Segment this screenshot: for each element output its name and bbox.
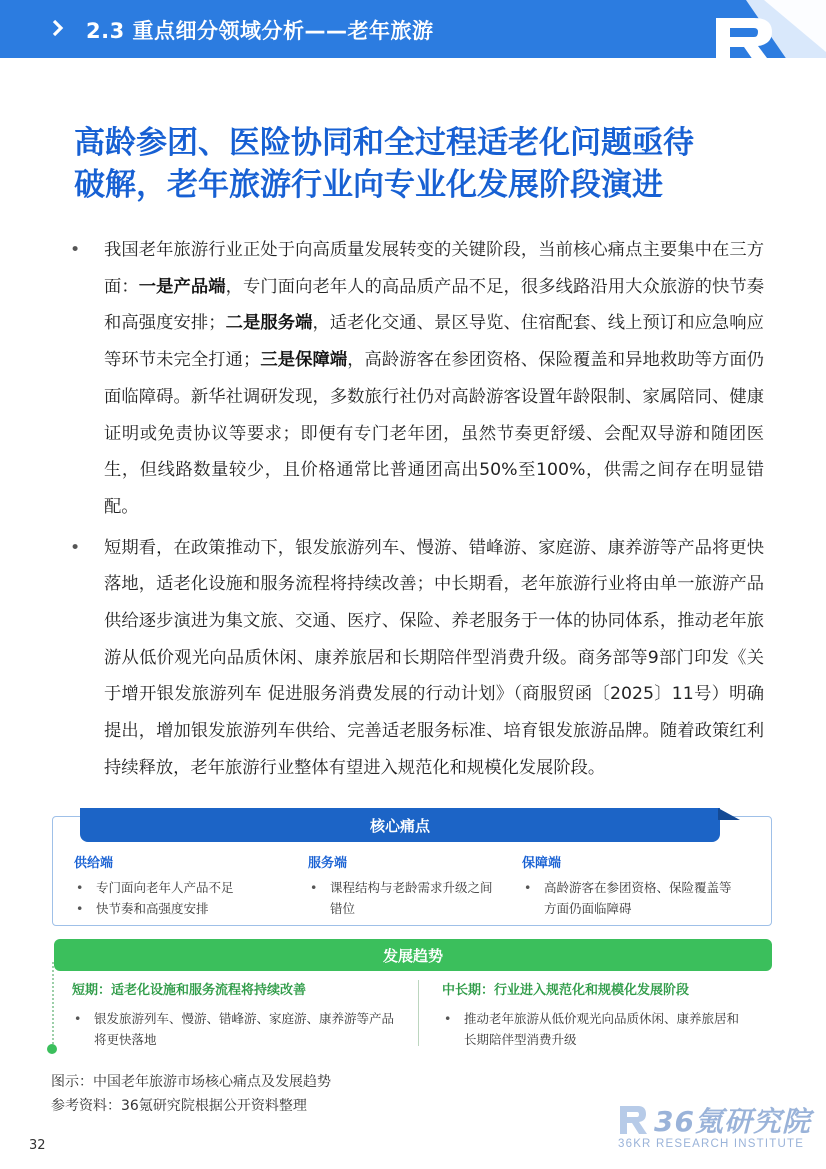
- trend-col-title: 中长期：行业进入规范化和规模化发展阶段: [442, 983, 690, 998]
- trend-title: 发展趋势: [382, 947, 443, 965]
- figure-title: 图示：中国老年旅游市场核心痛点及发展趋势: [51, 1074, 331, 1090]
- trend-col-long: [442, 979, 742, 1050]
- pain-points-title: 核心痛点: [369, 817, 430, 835]
- list-item: • 推动老年旅游从低价观光向品质休闲、康养旅居和长期陪伴型消费升级: [444, 1011, 740, 1047]
- figure-source: 参考资料：36氪研究院根据公开资料整理: [51, 1098, 307, 1114]
- page-number: 32: [29, 1138, 46, 1153]
- headline-line-1: 高龄参团、医险协同和全过程适老化问题亟待: [74, 125, 694, 161]
- trend-side-line: [52, 962, 56, 1048]
- footer-logo: [612, 1098, 812, 1158]
- pain-col-guarantee: [522, 852, 732, 919]
- brand-name-en: 36KR RESEARCH INSTITUTE: [618, 1138, 805, 1150]
- pain-col-supply: [74, 852, 284, 919]
- ribbon-fold-icon: [718, 808, 740, 820]
- page-headline: [74, 122, 774, 206]
- headline-line-2: 破解，老年旅游行业向专业化发展阶段演进: [74, 167, 663, 203]
- list-item: • 课程结构与老龄需求升级之间错位: [310, 880, 493, 916]
- pain-col-service: [308, 852, 498, 919]
- trend-col-title: 短期：适老化设施和服务流程将持续改善: [72, 983, 307, 998]
- bullet-dot-icon: •: [70, 537, 81, 558]
- trend-end-dot: [47, 1044, 57, 1054]
- chevron-right-icon: [52, 19, 64, 37]
- body-bullets: [64, 232, 764, 791]
- list-item: • 高龄游客在参团资格、保险覆盖等方面仍面临障碍: [524, 880, 732, 916]
- bullet-dot-icon: •: [70, 240, 81, 260]
- logo-icon: [676, 0, 826, 58]
- list-item: • 快节奏和高强度安排: [76, 901, 209, 916]
- list-item: • 专门面向老年人产品不足: [76, 880, 234, 895]
- figure-caption: [51, 1070, 331, 1118]
- bullet-paragraph-1: • 我国老年旅游行业正处于向高质量发展转变的关键阶段，当前核心痛点主要集中在三方面：一是产品端，专门面向老年人的高品质产品不足，很多线路沿用大众旅游的快节奏和高强度安排；二是服务端，适老化交通、景区导览、住宿配套、线上预订和应急响应等环节未完全打通；三是保障端，高龄游客在参团资格、保险覆盖和异地救助等方面仍面临障碍。新华社调研发现，多数旅行社仍对高龄游客设置年龄限制、家属陪同、健康证明或免责协议等要求；即便有专门老年团，虽然节奏更舒缓、会配双导游和随团医生，但线路数量较少，且价格通常比普通团高出50%至100%，供需之间存在明显错配。: [64, 232, 764, 526]
- brand-name: 36氪研究院: [654, 1105, 811, 1138]
- bullet-paragraph-2: • 短期看，在政策推动下，银发旅游列车、慢游、错峰游、家庭游、康养游等产品将更快落地，适老化设施和服务流程将持续改善；中长期看，老年旅游行业将由单一旅游产品供给逐步演进为集文旅、交通、医疗、保险、养老服务于一体的协同体系，推动老年旅游从低价观光向品质休闲、康养旅居和长期陪伴型消费升级。商务部等9部门印发《关于增开银发旅游列车 促进服务消费发展的行动计划》（商服贸函〔2025〕11号）明确提出，增加银发旅游列车供给、完善适老服务标准、培育银发旅游品牌。随着政策红利持续释放，老年旅游行业整体有望进入规范化和规模化发展阶段。: [64, 530, 764, 787]
- pain-col-title: 供给端: [74, 856, 114, 871]
- pain-col-title: 保障端: [522, 856, 562, 871]
- pain-col-title: 服务端: [308, 856, 348, 871]
- section-title: 2.3 重点细分领域分析——老年旅游: [86, 19, 434, 43]
- brand-mark-icon: [616, 1102, 650, 1136]
- page-header: [0, 0, 826, 58]
- list-item: • 银发旅游列车、慢游、错峰游、家庭游、康养游等产品将更快落地: [74, 1011, 395, 1047]
- trend-divider: [418, 980, 419, 1046]
- trend-col-short: [72, 979, 402, 1050]
